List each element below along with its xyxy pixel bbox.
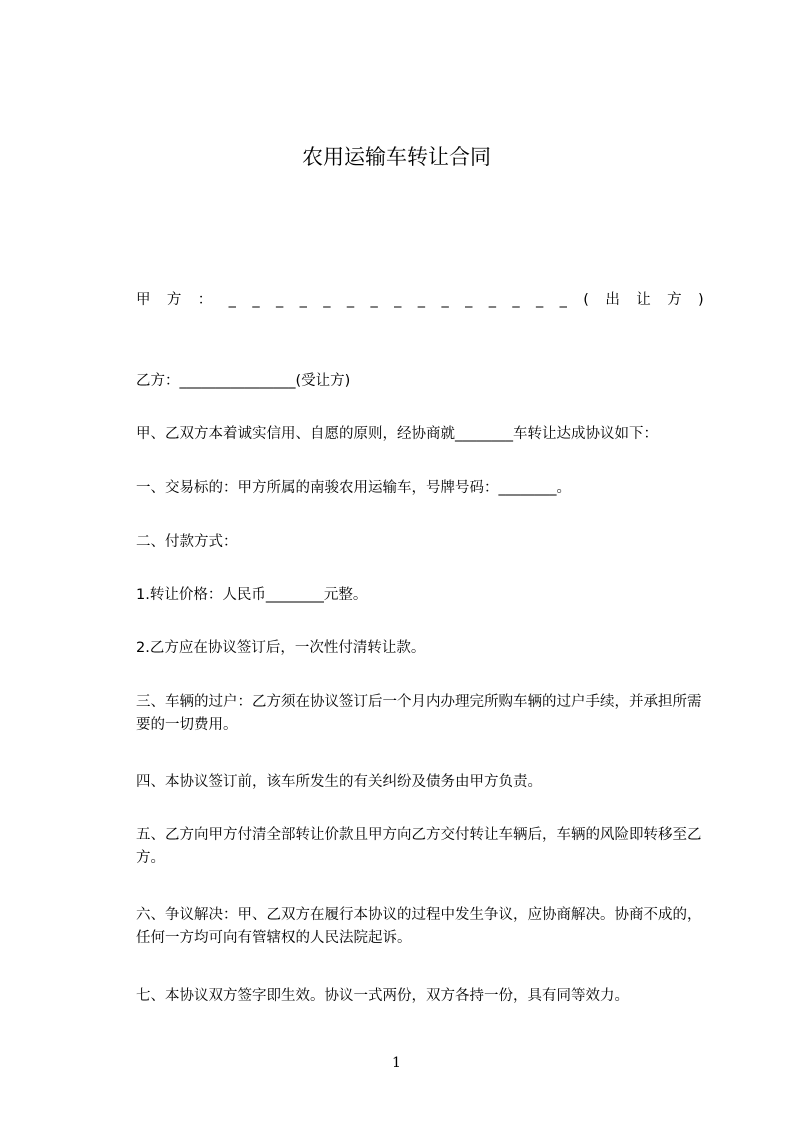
party-a-char: _	[346, 292, 355, 308]
party-a-char: _	[275, 292, 284, 308]
party-a-char: _	[252, 292, 260, 308]
document-title: 农用运输车转让合同	[302, 145, 491, 169]
clause-4: 四、本协议签订前，该车所发生的有关纠纷及债务由甲方负责。	[136, 774, 542, 790]
party-a-line	[136, 289, 704, 312]
party-a-char: _	[559, 292, 567, 308]
page-number: 1	[392, 1055, 401, 1071]
party-a-char: ：	[197, 292, 213, 308]
clause-6: 六、争议解决：甲、乙双方在履行本协议的过程中发生争议，应协商解决。协商不成的，任何一方均可向有管辖权的人民法院起诉。	[136, 907, 702, 946]
clause-3: 三、车辆的过户：乙方须在协议签订后一个月内办理完所购车辆的过户手续，并承担所需要的一切费用。	[136, 694, 702, 733]
clause-5: 五、乙方向甲方付清全部转让价款且甲方向乙方交付转让车辆后，车辆的风险即转移至乙方。	[136, 827, 702, 866]
clause-1: 一、交易标的：甲方所属的南骏农用运输车，号牌号码：________。	[136, 480, 571, 496]
party-a-char: _	[228, 292, 236, 308]
clause-7: 七、本协议双方签字即生效。协议一式两份，双方各持一份，具有同等效力。	[136, 988, 629, 1004]
party-a-char: 出	[605, 292, 620, 308]
party-a-char: )	[698, 292, 704, 308]
party-a-char: _	[512, 292, 520, 308]
party-a-char: 方	[667, 292, 682, 308]
party-a-char: _	[488, 292, 496, 308]
clause-2-2: 2.乙方应在协议签订后，一次性付清转让款。	[136, 640, 426, 656]
party-a-char: _	[536, 292, 544, 308]
party-a-char: (	[583, 292, 589, 308]
party-a-char: _	[441, 292, 449, 308]
party-a-char: _	[465, 292, 473, 308]
party-a-char: 甲	[136, 292, 151, 308]
party-b-line: 乙方：________________(受让方)	[136, 373, 351, 389]
clause-2: 二、付款方式：	[136, 534, 238, 550]
party-a-char: 让	[636, 292, 651, 308]
party-a-char: _	[417, 292, 426, 308]
party-a-char: _	[299, 292, 307, 308]
intro-paragraph: 甲、乙双方本着诚实信用、自愿的原则，经协商就________车转让达成协议如下：	[136, 426, 658, 442]
party-a-char: _	[394, 292, 402, 308]
clause-2-1: 1.转让价格：人民币________元整。	[136, 587, 368, 603]
party-a-char: _	[323, 292, 331, 308]
party-a-char: _	[370, 292, 378, 308]
party-a-char: 方	[166, 292, 182, 308]
